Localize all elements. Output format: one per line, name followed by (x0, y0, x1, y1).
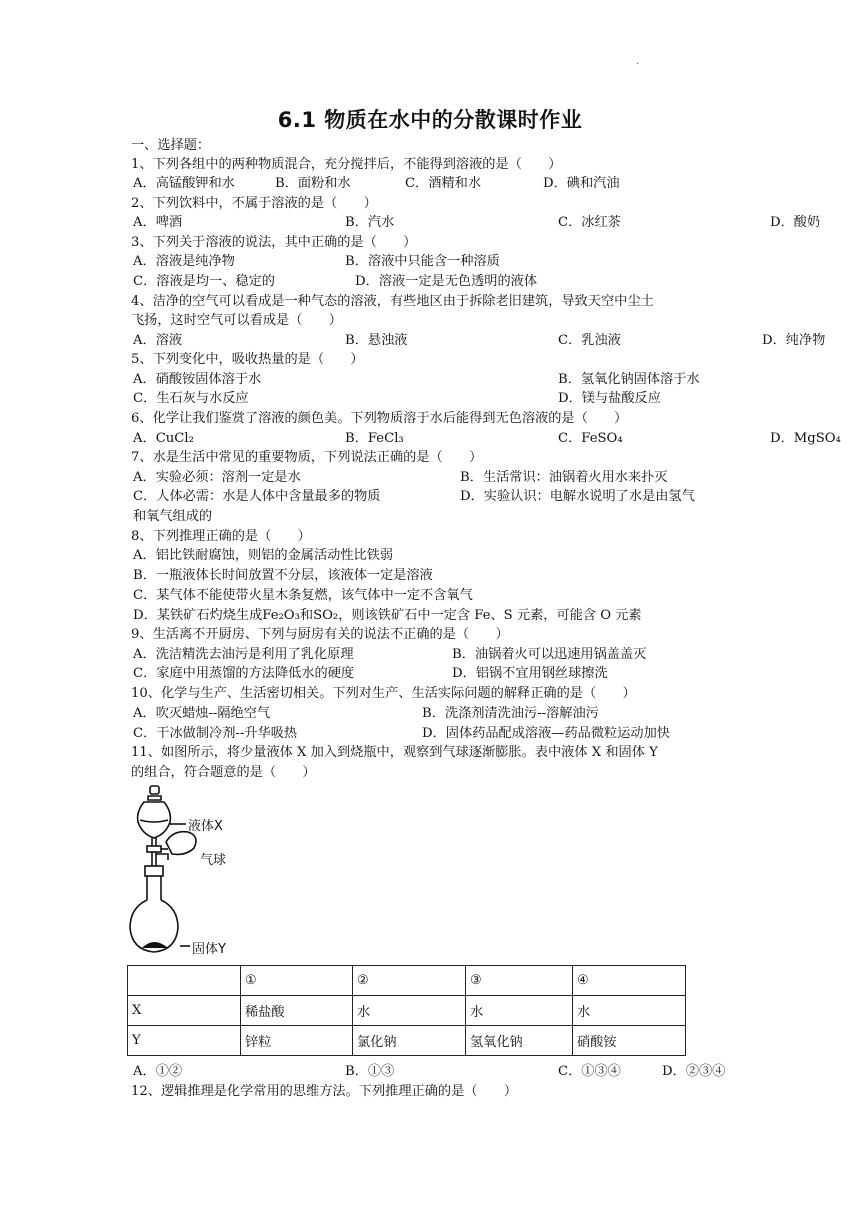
q8-option-c: C．某气体不能使带火星木条复燃，该气体中一定不含氧气 (133, 588, 473, 603)
label-liquid-x: 液体X (188, 819, 223, 834)
q1-option-b: B．面粉和水 (275, 176, 351, 191)
q9-option-b: B．油锅着火可以迅速用锅盖盖灭 (452, 647, 647, 662)
q11-option-d: D．②③④ (662, 1064, 726, 1079)
q2-option-c: C．冰红茶 (558, 215, 621, 230)
question-3: 3、下列关于溶液的说法，其中正确的是（ ） (131, 235, 417, 250)
q7-option-a: A．实验必须：溶剂一定是水 (133, 470, 301, 485)
q10-option-c: C．干冰做制冷剂--升华吸热 (133, 726, 298, 741)
label-balloon: 气球 (200, 853, 227, 868)
table-cell: 锌粒 (241, 1026, 353, 1056)
q5-option-b: B．氢氧化钠固体溶于水 (558, 372, 700, 387)
question-2: 2、下列饮料中，不属于溶液的是（ ） (131, 196, 377, 211)
q3-option-d: D．溶液一定是无色透明的液体 (355, 274, 538, 289)
q2-option-b: B．汽水 (345, 215, 395, 230)
q3-option-b: B．溶液中只能含一种溶质 (345, 254, 500, 269)
q5-option-a: A．硝酸铵固体溶于水 (133, 372, 262, 387)
table-cell: ④ (573, 966, 686, 996)
table-cell: 氢氧化钠 (466, 1026, 573, 1056)
question-12: 12、逻辑推理是化学常用的思维方法。下列推理正确的是（ ） (131, 1084, 518, 1099)
q4-option-d: D．纯净物 (762, 333, 826, 348)
table-cell: 水 (573, 996, 686, 1026)
q6-option-d: D．MgSO₄ (770, 431, 841, 446)
q6-option-b: B．FeCl₃ (345, 431, 404, 446)
header-mark: . (636, 56, 640, 67)
table-row (128, 1026, 686, 1056)
q9-option-d: D．铝锅不宜用钢丝球擦洗 (452, 666, 608, 681)
q11-option-c: C．①③④ (558, 1064, 621, 1079)
q2-option-a: A．啤酒 (133, 215, 183, 230)
q5-option-d: D．镁与盐酸反应 (558, 391, 661, 406)
question-5: 5、下列变化中，吸收热量的是（ ） (131, 352, 364, 367)
table-cell (128, 966, 241, 996)
table-cell: 稀盐酸 (241, 996, 353, 1026)
q8-option-d: D．某铁矿石灼烧生成Fe₂O₃和SO₂，则该铁矿石中一定含 Fe、S 元素，可能含 O 元素 (133, 608, 642, 623)
section-heading: 一、选择题： (131, 138, 211, 153)
q7-option-d: D．实验认识：电解水说明了水是由氢气 (460, 489, 695, 504)
q4-option-a: A．溶液 (133, 333, 183, 348)
q9-option-a: A．洗洁精洗去油污是利用了乳化原理 (133, 647, 354, 662)
question-1: 1、下列各组中的两种物质混合，充分搅拌后，不能得到溶液的是（ ） (131, 157, 562, 172)
q10-option-a: A．吹灭蜡烛--隔绝空气 (133, 706, 271, 721)
q4-option-c: C．乳浊液 (558, 333, 621, 348)
table-cell: 硝酸铵 (573, 1026, 686, 1056)
question-11-line-1: 11、如图所示，将少量液体 X 加入到烧瓶中，观察到气球逐渐膨胀。表中液体 X 和固体 Y (131, 745, 658, 760)
combination-table (127, 965, 686, 1056)
apparatus-figure (128, 782, 248, 960)
table-cell: 水 (466, 996, 573, 1026)
q4-option-b: B．悬浊液 (345, 333, 408, 348)
q2-option-d: D．酸奶 (770, 215, 821, 230)
table-cell: 水 (353, 996, 466, 1026)
table-cell: ② (353, 966, 466, 996)
q10-option-b: B．洗涤剂清洗油污--溶解油污 (422, 706, 599, 721)
q11-option-b: B．①③ (345, 1064, 395, 1079)
q1-option-c: C．酒精和水 (405, 176, 482, 191)
q9-option-c: C．家庭中用蒸馏的方法降低水的硬度 (133, 666, 355, 681)
table-cell: ③ (466, 966, 573, 996)
q7-option-b: B．生活常识：油锅着火用水来扑灭 (460, 470, 668, 485)
q1-option-d: D．碘和汽油 (543, 176, 620, 191)
question-4-line-1: 4、洁净的空气可以看成是一种气态的溶液，有些地区由于拆除老旧建筑，导致天空中尘土 (131, 294, 654, 309)
table-cell: X (128, 996, 241, 1026)
q11-option-a: A．①② (133, 1064, 183, 1079)
q6-option-c: C．FeSO₄ (558, 431, 623, 446)
question-7: 7、水是生活中常见的重要物质，下列说法正确的是（ ） (131, 450, 483, 465)
solid-y-pile (142, 942, 168, 948)
q3-option-c: C．溶液是均一、稳定的 (133, 274, 275, 289)
table-header-row (128, 966, 686, 996)
question-11-line-2: 的组合，符合题意的是（ ） (131, 765, 316, 780)
question-8: 8、下列推理正确的是（ ） (131, 529, 311, 544)
table-cell: ① (241, 966, 353, 996)
page-title: 6.1 物质在水中的分散课时作业 (277, 108, 583, 132)
flask-apparatus-diagram (128, 782, 248, 960)
q10-option-d: D．固体药品配成溶液—药品微粒运动加快 (422, 726, 670, 741)
q7-option-c: C．人体必需：水是人体中含量最多的物质 (133, 489, 381, 504)
q3-option-a: A．溶液是纯净物 (133, 254, 235, 269)
table-cell: 氯化钠 (353, 1026, 466, 1056)
question-6: 6、化学让我们鉴赏了溶液的颜色美。下列物质溶于水后能得到无色溶液的是（ ） (131, 411, 628, 426)
q6-option-a: A．CuCl₂ (133, 431, 194, 446)
q5-option-c: C．生石灰与水反应 (133, 391, 249, 406)
question-4-line-2: 飞扬，这时空气可以看成是（ ） (131, 313, 342, 328)
table-row (128, 996, 686, 1026)
question-9: 9、生活离不开厨房、下列与厨房有关的说法不正确的是（ ） (131, 627, 509, 642)
q7-option-d-continued: 和氧气组成的 (133, 509, 213, 524)
q1-option-a: A．高锰酸钾和水 (133, 176, 235, 191)
q8-option-a: A．铝比铁耐腐蚀，则铝的金属活动性比铁弱 (133, 548, 394, 563)
label-solid-y: 固体Y (192, 942, 226, 957)
question-10: 10、化学与生产、生活密切相关。下列对生产、生活实际问题的解释正确的是（ ） (131, 686, 636, 701)
table-cell: Y (128, 1026, 241, 1056)
q8-option-b: B．一瓶液体长时间放置不分层，该液体一定是溶液 (133, 568, 433, 583)
